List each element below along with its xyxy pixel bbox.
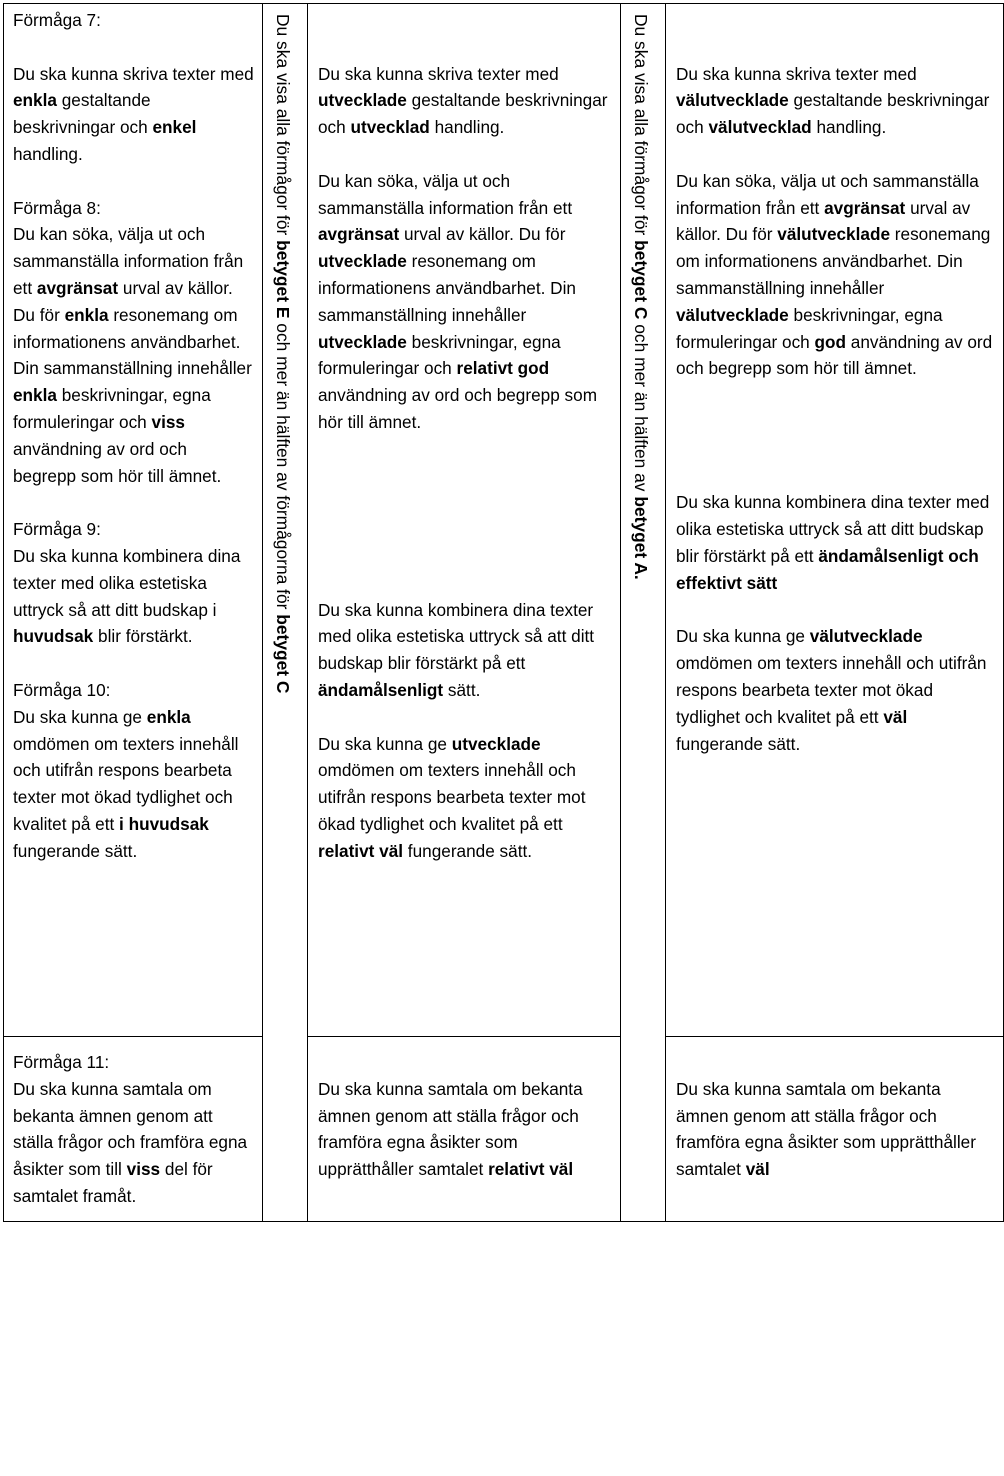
criteria-c-cell: [308, 4, 621, 1037]
vertical-a-requirement-cell: [621, 4, 666, 1222]
formaga-11-a-text: Du ska kunna samtala om bekanta ämnen genom att ställa frågor och framföra egna åsikter som upprätthåller samtalet väl: [676, 1078, 976, 1180]
vertical-c-requirement-text: Du ska visa alla förmågor för betyget E och mer än hälften av förmågorna för betyget C: [273, 14, 293, 694]
criteria-table: [3, 3, 1004, 1222]
formaga-10-c-text: Du ska kunna ge utvecklade omdömen om texters innehåll och utifrån respons bearbeta texter mot ökad tydlighet och kvalitet på ett relativt väl fungerande sätt.: [318, 733, 586, 861]
vertical-a-requirement-text: Du ska visa alla förmågor för betyget C och mer än hälften av betyget A.: [631, 14, 651, 580]
formaga-9-heading: Förmåga 9:: [13, 519, 101, 540]
formaga-10-e-text: Du ska kunna ge enkla omdömen om texters innehåll och utifrån respons bearbeta texter mot ökad tydlighet och kvalitet på ett i huvudsak fungerande sätt.: [13, 706, 239, 861]
formaga-11-e-text: Du ska kunna samtala om bekanta ämnen genom att ställa frågor och framföra egna åsikter som till viss del för samtalet framåt.: [13, 1078, 248, 1206]
vertical-c-requirement-cell: [263, 4, 308, 1222]
formaga-7-c-text: Du ska kunna skriva texter med utvecklade gestaltande beskrivningar och utvecklad handling.: [318, 63, 608, 138]
criteria-e-cell: [4, 4, 263, 1037]
formaga-8-e-text: Du kan söka, välja ut och sammanställa information från ett avgränsat urval av källor. Du för enkla resonemang om informationens användbarhet. Din sammanställning innehåller enkla beskrivningar, egna formuleringar och viss användning av ord och begrepp som hör till ämnet.: [13, 224, 252, 486]
formaga-10-a-text: Du ska kunna ge välutvecklade omdömen om texters innehåll och utifrån respons bearbeta texter mot ökad tydlighet och kvalitet på ett väl fungerande sätt.: [676, 626, 987, 754]
formaga-8-c-text: Du kan söka, välja ut och sammanställa information från ett avgränsat urval av källor. Du för utvecklade resonemang om informationens användbarhet. Din sammanställning innehåller utvecklade beskrivningar, egna formuleringar och relativt god användning av ord och begrepp som hör till ämnet.: [318, 170, 598, 432]
formaga-9-a-text: Du ska kunna kombinera dina texter med olika estetiska uttryck så att ditt budskap blir förstärkt på ett ändamålsenligt och effektivt sätt: [676, 492, 990, 593]
formaga-7-a-text: Du ska kunna skriva texter med välutvecklade gestaltande beskrivningar och välutvecklad handling.: [676, 63, 990, 138]
formaga-9-e-text: Du ska kunna kombinera dina texter med olika estetiska uttryck så att ditt budskap i huvudsak blir förstärkt.: [13, 545, 241, 647]
formaga-9-c-text: Du ska kunna kombinera dina texter med olika estetiska uttryck så att ditt budskap blir förstärkt på ett ändamålsenligt sätt.: [318, 599, 595, 700]
formaga-7-e-text: Du ska kunna skriva texter med enkla gestaltande beskrivningar och enkel handling.: [13, 63, 254, 164]
criteria-c-formaga-11-cell: [308, 1037, 621, 1222]
formaga-8-heading: Förmåga 8:: [13, 197, 101, 218]
formaga-10-heading: Förmåga 10:: [13, 679, 111, 700]
criteria-a-formaga-11-cell: [666, 1037, 1004, 1222]
formaga-8-a-text: Du kan söka, välja ut och sammanställa information från ett avgränsat urval av källor. Du för välutvecklade resonemang om informationens användbarhet. Din sammanställning innehåller välutvecklade beskrivningar, egna formuleringar och god användning av ord och begrepp som hör till ämnet.: [676, 170, 993, 379]
formaga-11-c-text: Du ska kunna samtala om bekanta ämnen genom att ställa frågor och framföra egna åsikter som upprätthåller samtalet relativt väl: [318, 1078, 583, 1180]
formaga-7-heading: Förmåga 7:: [13, 10, 101, 30]
criteria-a-cell: [666, 4, 1004, 1037]
formaga-11-heading: Förmåga 11:: [13, 1052, 110, 1072]
criteria-e-formaga-11-cell: [4, 1037, 263, 1222]
